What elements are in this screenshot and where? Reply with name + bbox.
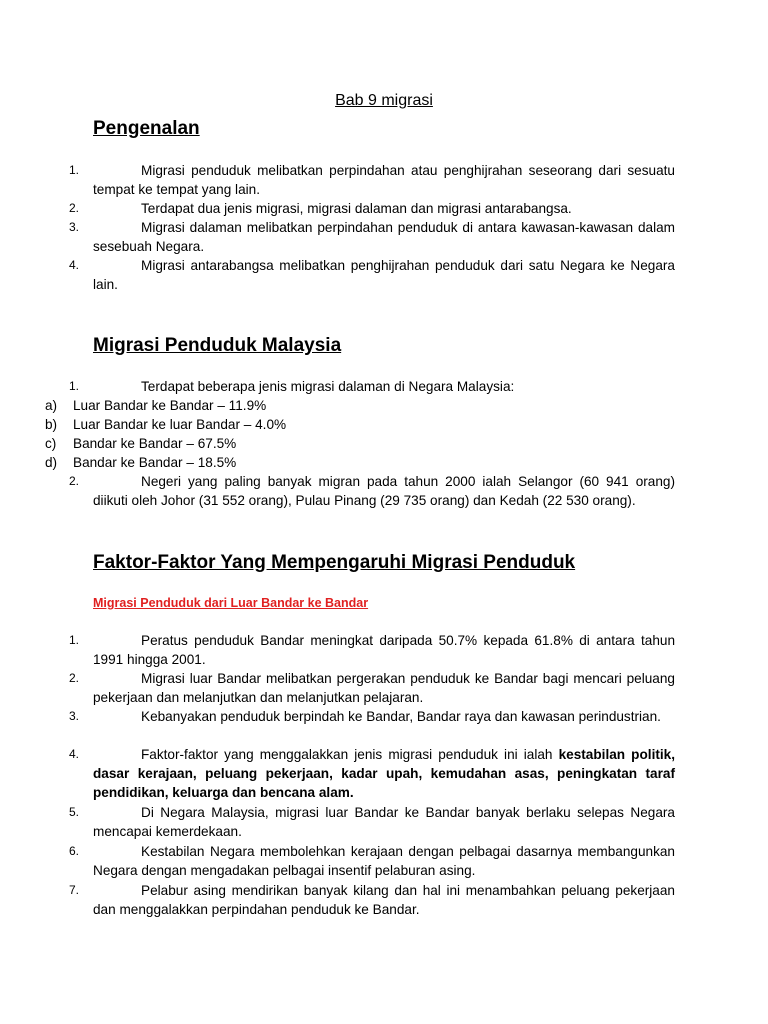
list-item bbox=[69, 256, 675, 294]
item-text: Luar Bandar ke luar Bandar – 4.0% bbox=[73, 417, 287, 432]
heading-pengenalan: Pengenalan bbox=[93, 118, 200, 139]
item-text: Migrasi dalaman melibatkan perpindahan penduduk di antara kawasan-kawasan dalam sesebuah Negara. bbox=[93, 220, 675, 254]
heading-faktor-faktor: Faktor-Faktor Yang Mempengaruhi Migrasi Penduduk bbox=[93, 552, 576, 573]
list-item bbox=[69, 377, 675, 396]
item-letter: a) bbox=[45, 398, 58, 413]
item-number: 1. bbox=[69, 379, 80, 393]
item-text: Negeri yang paling banyak migran pada tahun 2000 ialah Selangor (60 941 orang) diikuti oleh Johor (31 552 orang), Pulau Pinang (29 735 orang) dan Kedah (22 530 orang). bbox=[93, 474, 675, 508]
list-item bbox=[69, 881, 675, 919]
item-number: 4. bbox=[69, 258, 80, 272]
item-number: 4. bbox=[69, 747, 80, 761]
list-item bbox=[69, 631, 675, 669]
subheading-luar-bandar-ke-bandar: Migrasi Penduduk dari Luar Bandar ke Bandar bbox=[93, 596, 369, 610]
item-text: Pelabur asing mendirikan banyak kilang dan hal ini menambahkan peluang pekerjaan dan menggalakkan perpindahan penduduk ke Bandar. bbox=[93, 883, 675, 917]
item-number: 2. bbox=[69, 201, 80, 215]
item-text: Migrasi luar Bandar melibatkan pergerakan penduduk ke Bandar bagi mencari peluang pekerjaan dan melanjutkan dan melanjutkan pelajaran. bbox=[93, 671, 675, 705]
migration-type-item bbox=[45, 396, 266, 415]
item-letter: d) bbox=[45, 455, 58, 470]
item-number: 1. bbox=[69, 163, 80, 177]
item-bold-text: kestabilan politik, dasar kerajaan, peluang pekerjaan, kadar upah, kemudahan asas, peningkatan taraf pendidikan, keluarga dan bencana alam. bbox=[93, 747, 675, 800]
item-text: Bandar ke Bandar – 67.5% bbox=[73, 436, 237, 451]
item-number: 3. bbox=[69, 220, 80, 234]
item-text: Kestabilan Negara membolehkan kerajaan dengan pelbagai dasarnya membangunkan Negara dengan mengadakan pelbagai insentif pelaburan asing. bbox=[93, 844, 675, 878]
item-text: Migrasi penduduk melibatkan perpindahan atau penghijrahan seseorang dari sesuatu tempat ke tempat yang lain. bbox=[93, 163, 675, 197]
document-title: Bab 9 migrasi bbox=[335, 92, 433, 109]
item-number: 6. bbox=[69, 844, 80, 858]
heading-migrasi-malaysia: Migrasi Penduduk Malaysia bbox=[93, 335, 342, 356]
item-number: 3. bbox=[69, 709, 80, 723]
item-number: 5. bbox=[69, 805, 80, 819]
item-text: Terdapat dua jenis migrasi, migrasi dalaman dan migrasi antarabangsa. bbox=[141, 201, 572, 216]
item-letter: c) bbox=[45, 436, 57, 451]
item-letter: b) bbox=[45, 417, 58, 432]
item-text: Migrasi antarabangsa melibatkan penghijrahan penduduk dari satu Negara ke Negara lain. bbox=[93, 258, 675, 292]
item-text: Terdapat beberapa jenis migrasi dalaman di Negara Malaysia: bbox=[141, 379, 515, 394]
list-item bbox=[69, 472, 675, 510]
item-text: Peratus penduduk Bandar meningkat daripada 50.7% kepada 61.8% di antara tahun 1991 hingga 2001. bbox=[93, 633, 675, 667]
list-item bbox=[69, 199, 675, 218]
list-item bbox=[69, 218, 675, 256]
list-item bbox=[69, 161, 675, 199]
item-text: Di Negara Malaysia, migrasi luar Bandar ke Bandar banyak berlaku selepas Negara mencapai kemerdekaan. bbox=[93, 805, 675, 839]
list-item bbox=[69, 842, 675, 880]
list-item bbox=[69, 707, 675, 726]
item-text: Bandar ke Bandar – 18.5% bbox=[73, 455, 237, 470]
list-item bbox=[69, 745, 675, 802]
item-text: Luar Bandar ke Bandar – 11.9% bbox=[73, 398, 267, 413]
item-number: 7. bbox=[69, 883, 80, 897]
item-text: Faktor-faktor yang menggalakkan jenis migrasi penduduk ini ialah bbox=[141, 747, 559, 762]
item-number: 1. bbox=[69, 633, 80, 647]
migration-type-item bbox=[45, 453, 236, 472]
list-item bbox=[69, 669, 675, 707]
item-text: Kebanyakan penduduk berpindah ke Bandar, Bandar raya dan kawasan perindustrian. bbox=[141, 709, 661, 724]
migration-type-item bbox=[45, 434, 236, 453]
migration-type-item bbox=[45, 415, 286, 434]
item-number: 2. bbox=[69, 474, 80, 488]
list-item bbox=[69, 803, 675, 841]
item-number: 2. bbox=[69, 671, 80, 685]
